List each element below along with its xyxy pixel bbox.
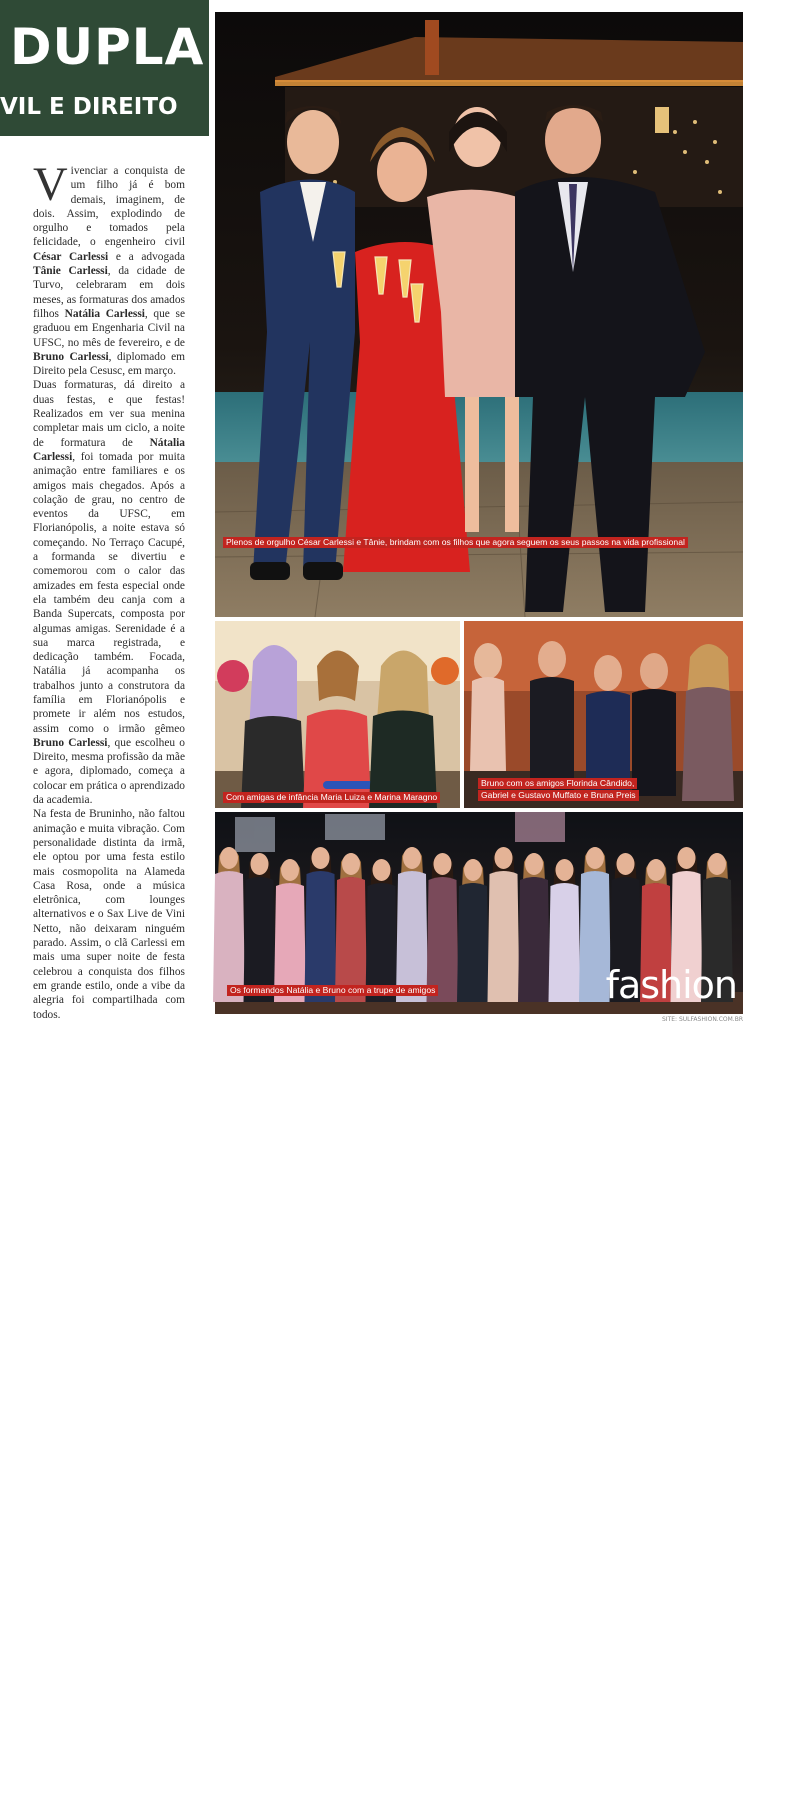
article-name: Natália Carlessi [64, 307, 145, 320]
article-name: Bruno Carlessi [33, 736, 108, 749]
article-text: e a advogada [108, 250, 185, 263]
group-caption: Os formandos Natália e Bruno com a trupe de amigos [227, 985, 438, 996]
friends-left-caption: Com amigas de infância Maria Luiza e Marina Maragno [223, 792, 440, 803]
friends-right-caption-line2: Gabriel e Gustavo Muffato e Bruna Preis [478, 790, 639, 801]
article-name: Nátalia Carlessi [33, 436, 185, 463]
article-paragraphs [33, 158, 186, 1022]
article-name: Bruno Carlessi [33, 350, 109, 363]
friends-right-photo [464, 621, 743, 808]
drop-cap: V [33, 158, 68, 211]
article-text: ivenciar a conquista de um filho já é bom demais, imaginem, de dois. Assim, explodindo de orgulho e tomados pela felicidade, o engenheiro civil [33, 165, 185, 249]
magazine-logo: fashion [605, 963, 737, 1007]
friends-right-caption-line1: Bruno com os amigos Florinda Cândido, [478, 778, 637, 789]
article-text: , foi tomada por muita animação entre familiares e os amigos mais chegados. Após a colação de grau, no centro de eventos da UFSC, em Florianópolis, a noite estava só começando. No Terraço Cacupé, a formanda se divertiu e comemorou com o calor das amizades em festa especial onde ela também deu canja com a Banda Supercats, composta por algumas amigas. Serenidade é a sua marca registrada, e dedicação também. Focada, Natália já acompanha os trabalhos junto a construtora da família em Florianópolis e promete ir além nos estudos, assim como o irmão gêmeo [33, 450, 185, 735]
friends-left-photo [215, 621, 460, 808]
section-subtitle: VIL E DIREITO [0, 94, 178, 120]
article-paragraph [33, 378, 185, 807]
article-name: Tânie Carlessi [33, 265, 108, 278]
magazine-logo-small: SUL [798, 1796, 807, 1811]
main-photo-caption: Plenos de orgulho César Carlessi e Tânie, brindam com os filhos que agora seguem os seus passos na vida profissional [223, 537, 688, 548]
article-text: , da cidade de Turvo, celebraram em dois meses, as formaturas dos amados filhos [33, 265, 185, 320]
article-text: Duas formaturas, dá direito a duas festas, e que festas! Realizados em ver sua menina completar mais um ciclo, a noite de formatura de [33, 379, 185, 449]
article-body [33, 158, 186, 1022]
article-text: , diplomado em Direito pela Cesusc, em março. [33, 350, 185, 378]
main-family-photo [215, 12, 743, 617]
section-header [0, 0, 209, 136]
article-text: Na festa de Bruninho, não faltou animação e muita vibração. Com personalidade distinta da irmã, ele optou por uma festa estilo mais cosmopolita na Alameda Casa Rosa, onde a música eletrônica, com lounges alternativos e o Sax Live de Vini Netto, não deixaram ninguém parado. Assim, o clã Carlessi em mais uma super noite de festa celebrou a conquista dos filhos em grande estilo, onde a vibe da alegria foi compartilhada com todos. [33, 808, 185, 1021]
article-name: César Carlessi [33, 250, 109, 263]
article-text: , que escolheu o Direito, mesma profissão da mãe e agora, diplomado, começa a colocar em prática o aprendizado da academia. [33, 736, 186, 807]
section-title: DUPLA [10, 18, 205, 76]
site-credit: SITE: SULFASHION.COM.BR [662, 1016, 743, 1023]
article-text: , que se graduou em Engenharia Civil na UFSC, no mês de fevereiro, e de [33, 307, 186, 349]
article-paragraph [33, 807, 185, 1021]
